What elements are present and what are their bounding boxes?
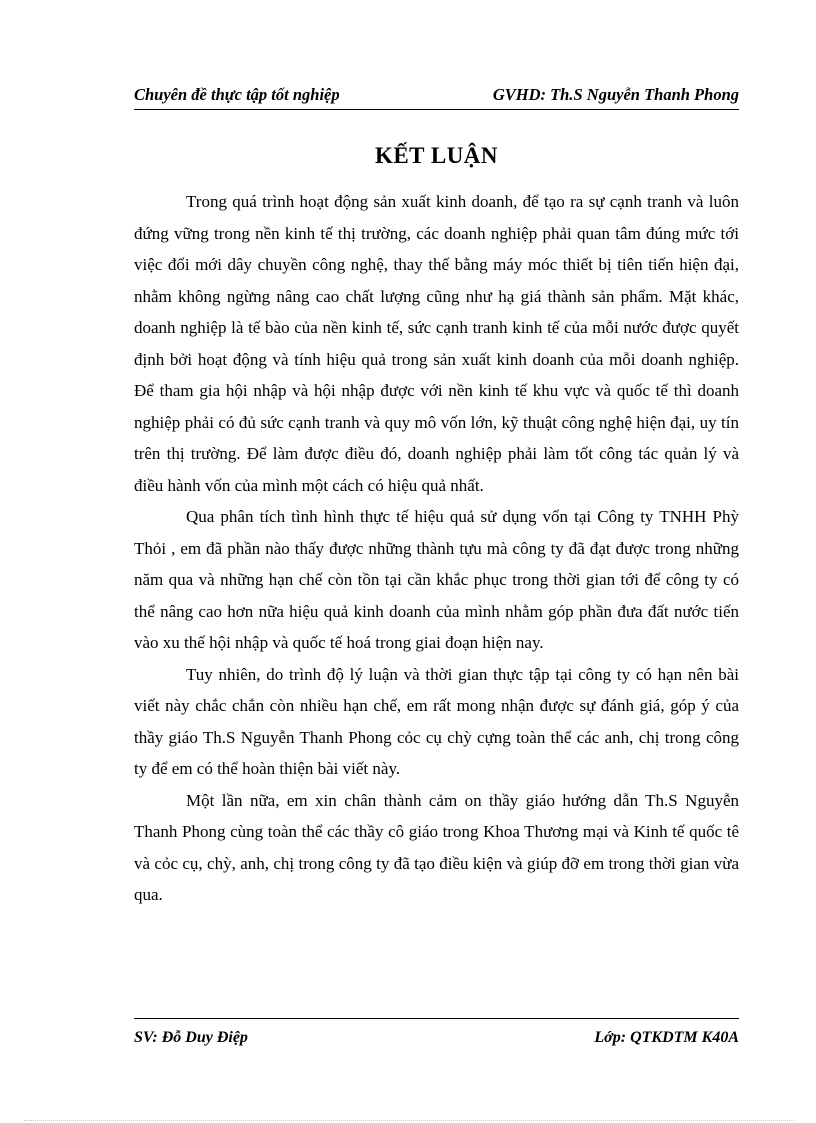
paragraph: Qua phân tích tình hình thực tế hiệu quả sử dụng vốn tại Công ty TNHH Phỳ Thỏi , em đã phần nào thấy được những thành tựu mà công ty đã đạt được trong những năm qua và những hạn chế còn tồn tại cần khắc phục trong thời gian tới để công ty có thể nâng cao hơn nữa hiệu quả kinh doanh của mình nhằm góp phần đưa đất nước tiến vào xu thế hội nhập và quốc tế hoá trong giai đoạn hiện nay. <box>134 507 739 652</box>
header-supervisor: GVHD: Th.S Nguyễn Thanh Phong <box>492 85 739 104</box>
page-title: KẾT LUẬN <box>374 143 499 168</box>
footer-class: Lớp: QTKDTM K40A <box>594 1029 739 1046</box>
page-bottom-divider <box>24 1120 794 1121</box>
header-divider <box>134 109 739 110</box>
footer-divider <box>134 1018 739 1019</box>
header-report-title: Chuyên đề thực tập tốt nghiệp <box>134 85 340 104</box>
paragraph: Tuy nhiên, do trình độ lý luận và thời gian thực tập tại công ty có hạn nên bài viết này chắc chắn còn nhiều hạn chế, em rất mong nhận được sự đánh giá, góp ý của thầy giáo Th.S Nguyễn Thanh Phong cỏc cụ chỳ cựng toàn thể các anh, chị trong công ty để em có thể hoàn thiện bài viết này. <box>134 664 739 778</box>
body-text <box>134 186 739 911</box>
paragraph: Trong quá trình hoạt động sản xuất kinh doanh, để tạo ra sự cạnh tranh và luôn đứng vững trong nền kinh tế thị trường, các doanh nghiệp phải quan tâm đúng mức tới việc đổi mới dây chuyền công nghệ, thay thế bằng máy móc thiết bị tiên tiến hiện đại, nhằm không ngừng nâng cao chất lượng cũng như hạ giá thành sản phẩm. Mặt khác, doanh nghiệp là tế bào của nền kinh tế, sức cạnh tranh kinh tế của mỗi nước được quyết định bởi hoạt động và tính hiệu quả trong sản xuất kinh doanh của mỗi doanh nghiệp. Để tham gia hội nhập và hội nhập được với nền kinh tế khu vực và quốc tế thì doanh nghiệp phải có đủ sức cạnh tranh và quy mô vốn lớn, kỹ thuật công nghệ hiện đại, uy tín trên thị trường. Để làm được điều đó, doanh nghiệp phải làm tốt công tác quản lý và điều hành vốn của mình một cách có hiệu quả nhất. <box>134 192 739 495</box>
page-footer <box>134 1026 739 1050</box>
paragraph: Một lần nữa, em xin chân thành cảm on thầy giáo hướng dẫn Th.S Nguyễn Thanh Phong cùng toàn thể các thầy cô giáo trong Khoa Thương mại và Kinh tế quốc tê và cỏc cụ, chỳ, anh, chị trong công ty đã tạo điều kiện và giúp đỡ em trong thời gian vừa qua. <box>134 790 739 904</box>
footer-student: SV: Đỗ Duy Điệp <box>134 1029 248 1046</box>
page-header <box>134 82 739 108</box>
